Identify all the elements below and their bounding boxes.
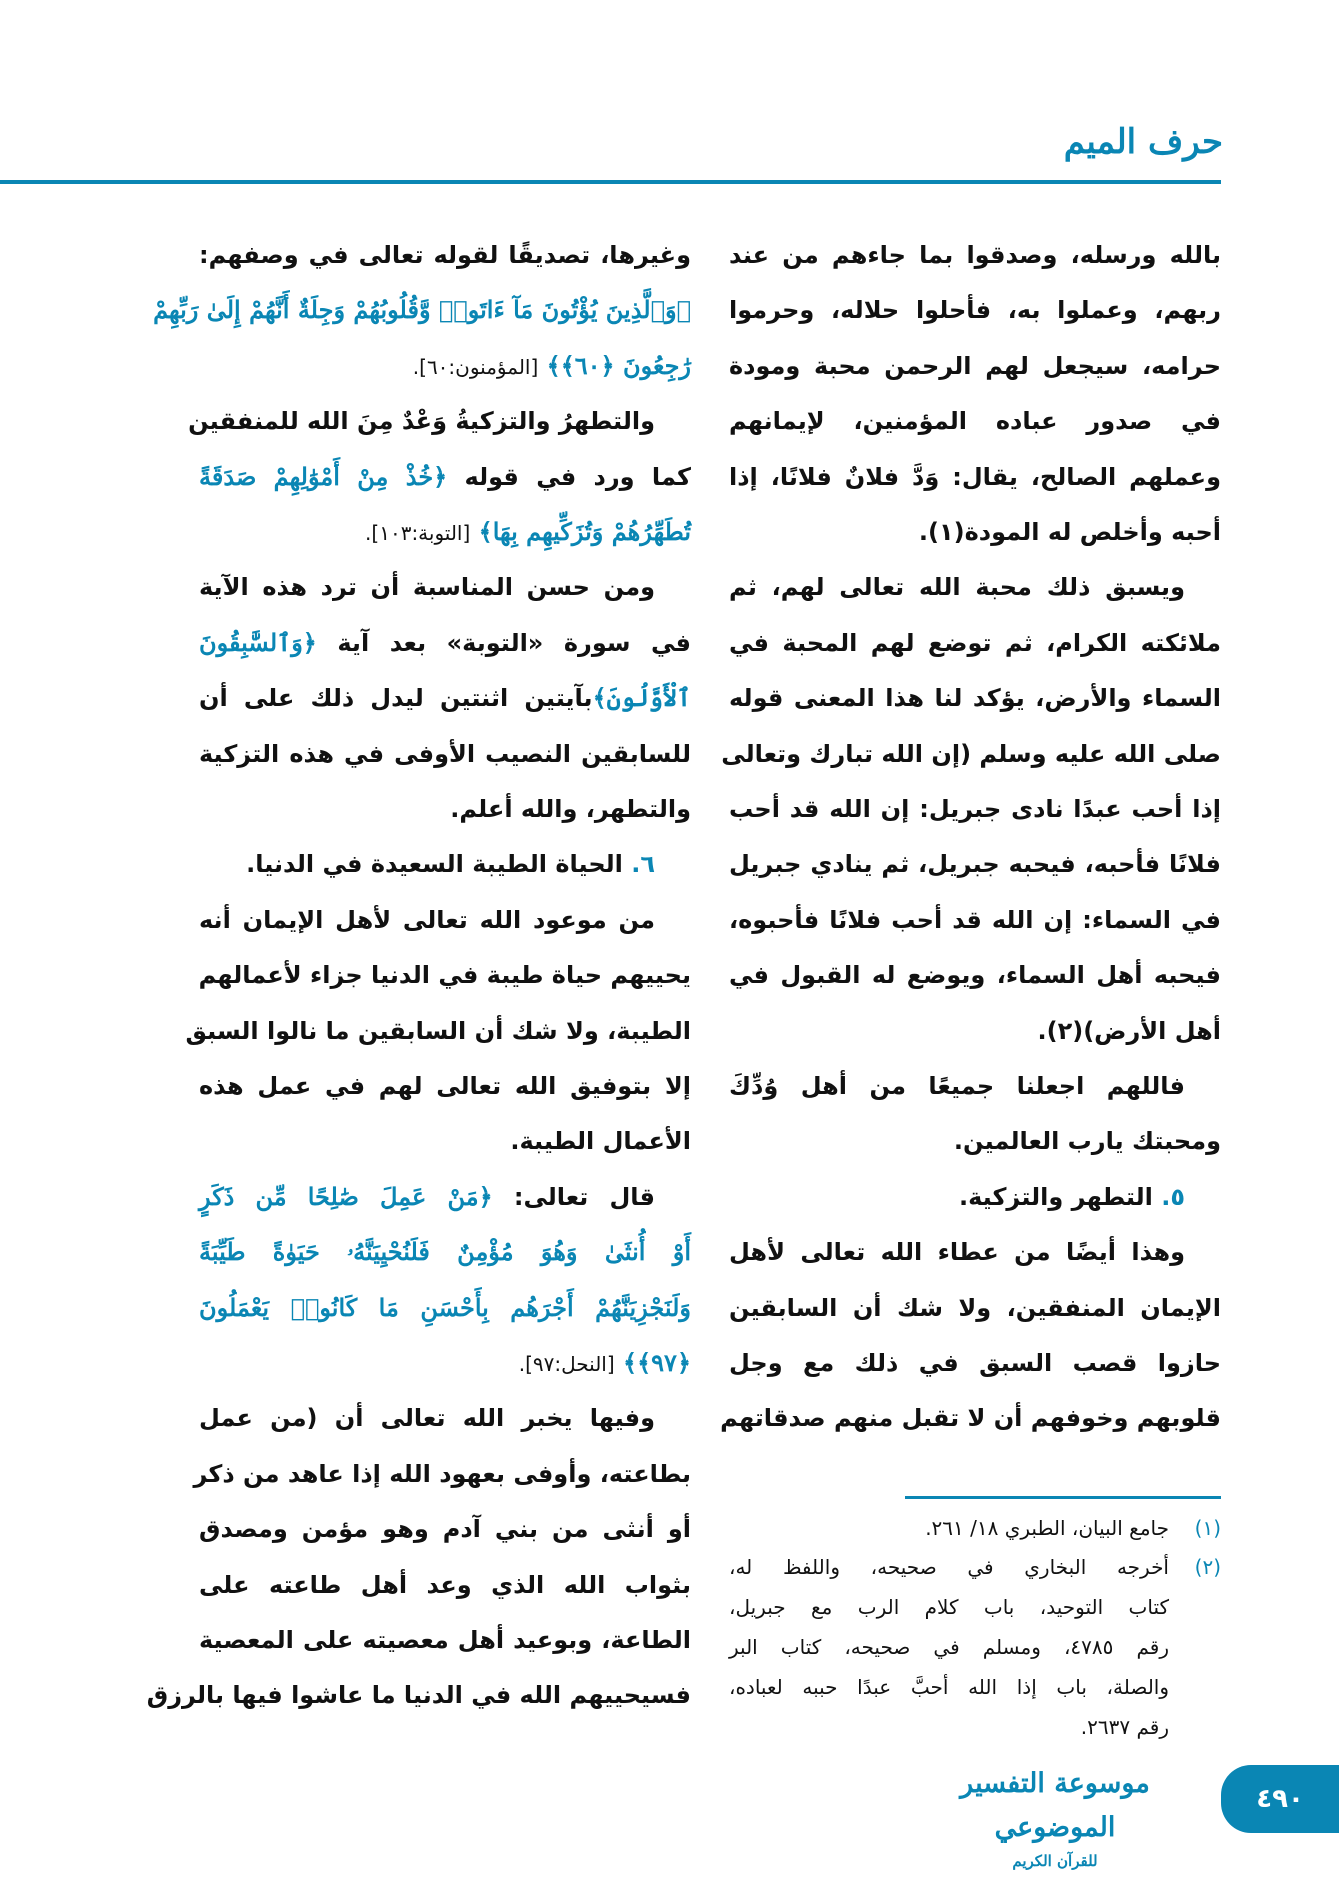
text-line xyxy=(729,952,1221,998)
text-line xyxy=(729,454,1221,500)
body-text: بآيتين اثنتين ليدل ذلك على أن xyxy=(199,684,593,713)
body-text: حرامه، سيجعل لهم الرحمن محبة ومودة xyxy=(729,351,1221,380)
body-text: الطاعة، وبوعيد أهل معصيته على المعصية xyxy=(199,1626,691,1654)
text-line xyxy=(199,786,691,832)
text-line xyxy=(729,1340,1221,1386)
text-line xyxy=(193,1451,691,1497)
body-text: إلا بتوفيق الله تعالى لهم في عمل هذه xyxy=(199,1072,691,1100)
body-text: إذا أحب عبدًا نادى جبريل: إن الله قد أحب xyxy=(729,795,1221,823)
verse-citation: [المؤمنون:٦٠]. xyxy=(412,354,539,379)
text-line xyxy=(199,897,691,943)
quran-verse: ﴿وَٱلَّذِينَ يُؤْتُونَ مَآ ءَاتَوا۟ وَّقُلُوبُهُمْ وَجِلَةٌ أَنَّهُمْ إِلَىٰ رَبِّهِمْ xyxy=(153,295,691,325)
body-text: وغيرها، تصديقًا لقوله تعالى في وصفهم: xyxy=(199,241,691,269)
body-text: للسابقين النصيب الأوفى في هذه التزكية xyxy=(199,739,691,768)
body-text: قلوبهم وخوفهم أن لا تقبل منهم صدقاتهم xyxy=(720,1404,1221,1433)
body-text: قال تعالى: xyxy=(492,1182,655,1211)
text-line xyxy=(729,1118,1221,1164)
logo-title: موسوعة التفسير الموضوعي xyxy=(960,1768,1150,1843)
page-number: ٤٩٠ xyxy=(1221,1765,1339,1833)
text-line xyxy=(199,1340,691,1386)
body-text: في صدور عباده المؤمنين، لإيمانهم xyxy=(729,407,1221,436)
body-text: أهل الأرض)(٢). xyxy=(1037,1016,1221,1045)
footnote-text: والصلة، باب إذا الله أحبَّ عبدًا حببه لعباده، xyxy=(729,1675,1169,1699)
body-text: من موعود الله تعالى لأهل الإيمان أنه xyxy=(199,905,655,934)
text-line xyxy=(199,1617,691,1663)
body-text: ملائكته الكرام، ثم توضع لهم المحبة في xyxy=(729,628,1221,657)
text-line xyxy=(729,398,1221,444)
footnote-text: أخرجه البخاري في صحيحه، واللفظ له، xyxy=(729,1555,1169,1579)
body-text: ربهم، وعملوا به، فأحلوا حلاله، وحرموا xyxy=(729,296,1221,325)
footnote-marker: (٢) xyxy=(1194,1555,1221,1579)
text-line xyxy=(729,1063,1221,1109)
body-text: في سورة «التوبة» بعد آية xyxy=(316,628,691,657)
text-line xyxy=(729,786,1221,832)
text-line xyxy=(199,841,691,887)
verse-citation: [النحل:٩٧]. xyxy=(518,1352,615,1376)
body-text: ومحبتك يارب العالمين. xyxy=(953,1127,1221,1156)
footnote-text: رقم ٤٧٨٥، ومسلم في صحيحه، كتاب البر xyxy=(729,1635,1169,1659)
footnote-line xyxy=(729,1548,1221,1586)
text-line xyxy=(199,731,691,777)
section-number: ٥. xyxy=(1152,1182,1185,1211)
text-line xyxy=(729,675,1221,721)
text-line xyxy=(199,1285,691,1331)
header-divider xyxy=(0,180,1221,184)
text-line xyxy=(199,564,691,610)
footnote-divider xyxy=(905,1496,1221,1499)
text-line xyxy=(199,1395,691,1441)
text-line xyxy=(199,1063,691,1109)
footnote-line xyxy=(729,1668,1221,1706)
body-text: وهذا أيضًا من عطاء الله تعالى لأهل xyxy=(729,1238,1185,1267)
body-text: ومن حسن المناسبة أن ترد هذه الآية xyxy=(199,573,655,602)
text-line xyxy=(729,287,1221,333)
body-text: فاللهم اجعلنا جميعًا من أهل وُدِّكَ xyxy=(729,1072,1185,1100)
quran-verse: ﴿٩٧﴾﴾ xyxy=(614,1348,691,1377)
footnote-line xyxy=(729,1628,1221,1666)
footnote-text: جامع البيان، الطبري ١٨/ ٢٦١. xyxy=(925,1516,1169,1540)
body-text: فلانًا فأحبه، فيحبه جبريل، ثم ينادي جبريل xyxy=(729,850,1221,879)
footnote-line xyxy=(729,1708,1221,1746)
text-line xyxy=(199,1229,691,1275)
body-text: فسيحييهم الله في الدنيا ما عاشوا فيها بالرزق xyxy=(146,1681,691,1710)
body-text: صلى الله عليه وسلم (إن الله تبارك وتعالى xyxy=(721,739,1221,768)
text-line xyxy=(199,1562,691,1608)
body-text: التطهر والتزكية. xyxy=(959,1182,1153,1211)
verse-citation: [التوبة:١٠٣]. xyxy=(365,521,471,545)
text-line xyxy=(729,897,1221,943)
text-line xyxy=(199,343,691,389)
body-text: الإيمان المنفقين، ولا شك أن السابقين xyxy=(729,1293,1221,1322)
body-text: كما ورد في قوله xyxy=(447,462,691,491)
body-text: والتطهرُ والتزكيةُ وَعْدٌ مِنَ الله للمنفقين xyxy=(188,407,655,436)
text-line xyxy=(146,1672,691,1718)
text-line xyxy=(188,398,691,444)
footnote-text: كتاب التوحيد، باب كلام الرب مع جبريل، xyxy=(729,1595,1169,1619)
encyclopedia-logo xyxy=(930,1762,1180,1870)
body-text: أو أنثى من بني آدم وهو مؤمن ومصدق xyxy=(199,1515,691,1544)
body-text: الطيبة، ولا شك أن السابقين ما نالوا السبق xyxy=(185,1016,691,1045)
body-text: ويسبق ذلك محبة الله تعالى لهم، ثم xyxy=(729,573,1185,602)
text-line xyxy=(199,952,691,998)
body-text: يحييهم حياة طيبة في الدنيا جزاء لأعمالهم xyxy=(198,961,691,990)
text-line xyxy=(720,1395,1221,1441)
footnote-line xyxy=(729,1509,1221,1547)
quran-verse: وَلَنَجْزِيَنَّهُمْ أَجْرَهُم بِأَحْسَنِ مَا كَانُوا۟ يَعْمَلُونَ xyxy=(199,1292,691,1322)
text-line xyxy=(729,564,1221,610)
body-text: فيحبه أهل السماء، ويوضع له القبول في xyxy=(729,961,1221,990)
text-line xyxy=(185,1008,691,1054)
body-text: بالله ورسله، وصدقوا بما جاءهم من عند xyxy=(729,241,1221,269)
text-line xyxy=(729,1285,1221,1331)
body-text: في السماء: إن الله قد أحب فلانًا فأحبوه، xyxy=(729,905,1221,934)
text-line xyxy=(199,620,691,666)
text-line xyxy=(199,454,691,500)
text-line xyxy=(199,1174,691,1220)
text-line xyxy=(729,232,1221,278)
footnote-line xyxy=(729,1588,1221,1626)
quran-verse: تُطَهِّرُهُمْ وَتُزَكِّيهِم بِهَا﴾ xyxy=(470,517,691,546)
quran-verse: أَوْ أُنثَىٰ وَهُوَ مُؤْمِنٌ فَلَنُحْيِيَنَّهُۥ حَيَوٰةً طَيِّبَةً xyxy=(199,1237,691,1267)
text-line xyxy=(199,232,691,278)
body-text: السماء والأرض، يؤكد لنا هذا المعنى قوله xyxy=(729,684,1221,713)
footnote-marker: (١) xyxy=(1194,1516,1221,1540)
text-line xyxy=(199,675,691,721)
text-line xyxy=(729,1174,1221,1220)
body-text: بثواب الله الذي وعد أهل طاعته على xyxy=(199,1570,691,1599)
text-line xyxy=(729,509,1221,555)
body-text: الحياة الطيبة السعيدة في الدنيا. xyxy=(246,850,623,879)
text-line xyxy=(199,1118,691,1164)
text-line xyxy=(729,343,1221,389)
footnote-text: رقم ٢٦٣٧. xyxy=(1080,1715,1169,1739)
body-text: حازوا قصب السبق في ذلك مع وجل xyxy=(729,1349,1221,1377)
quran-verse: ﴿وَٱلسَّٰبِقُونَ xyxy=(199,627,317,657)
body-text: وفيها يخبر الله تعالى أن (من عمل xyxy=(199,1404,655,1433)
text-line xyxy=(729,1008,1221,1054)
quran-verse: ٱلْأَوَّلُونَ﴾ xyxy=(592,683,691,713)
chapter-title: حرف الميم xyxy=(1063,122,1223,162)
text-line xyxy=(199,509,691,555)
text-line xyxy=(729,1229,1221,1275)
quran-verse: ﴿مَنْ عَمِلَ صَٰلِحًا مِّن ذَكَرٍ xyxy=(199,1181,493,1211)
text-line xyxy=(199,1506,691,1552)
text-line xyxy=(729,620,1221,666)
body-text: والتطهر، والله أعلم. xyxy=(450,795,691,823)
quran-verse: ﴿خُذْ مِنْ أَمْوَٰلِهِمْ صَدَقَةً xyxy=(199,461,448,491)
section-number: ٦. xyxy=(622,850,655,879)
body-text: بطاعته، وأوفى بعهود الله إذا عاهد من ذكر xyxy=(193,1459,691,1488)
body-text: وعملهم الصالح، يقال: وَدَّ فلانٌ فلانًا، إذا xyxy=(729,462,1221,491)
quran-verse: رَٰجِعُونَ ﴿٦٠﴾﴾ xyxy=(538,350,691,380)
text-line xyxy=(721,731,1221,777)
body-text: الأعمال الطيبة. xyxy=(510,1127,691,1156)
text-line xyxy=(729,841,1221,887)
body-text: أحبه وأخلص له المودة(١). xyxy=(918,518,1221,546)
text-line xyxy=(153,287,691,333)
logo-subtitle: للقرآن الكريم xyxy=(1012,1852,1098,1870)
